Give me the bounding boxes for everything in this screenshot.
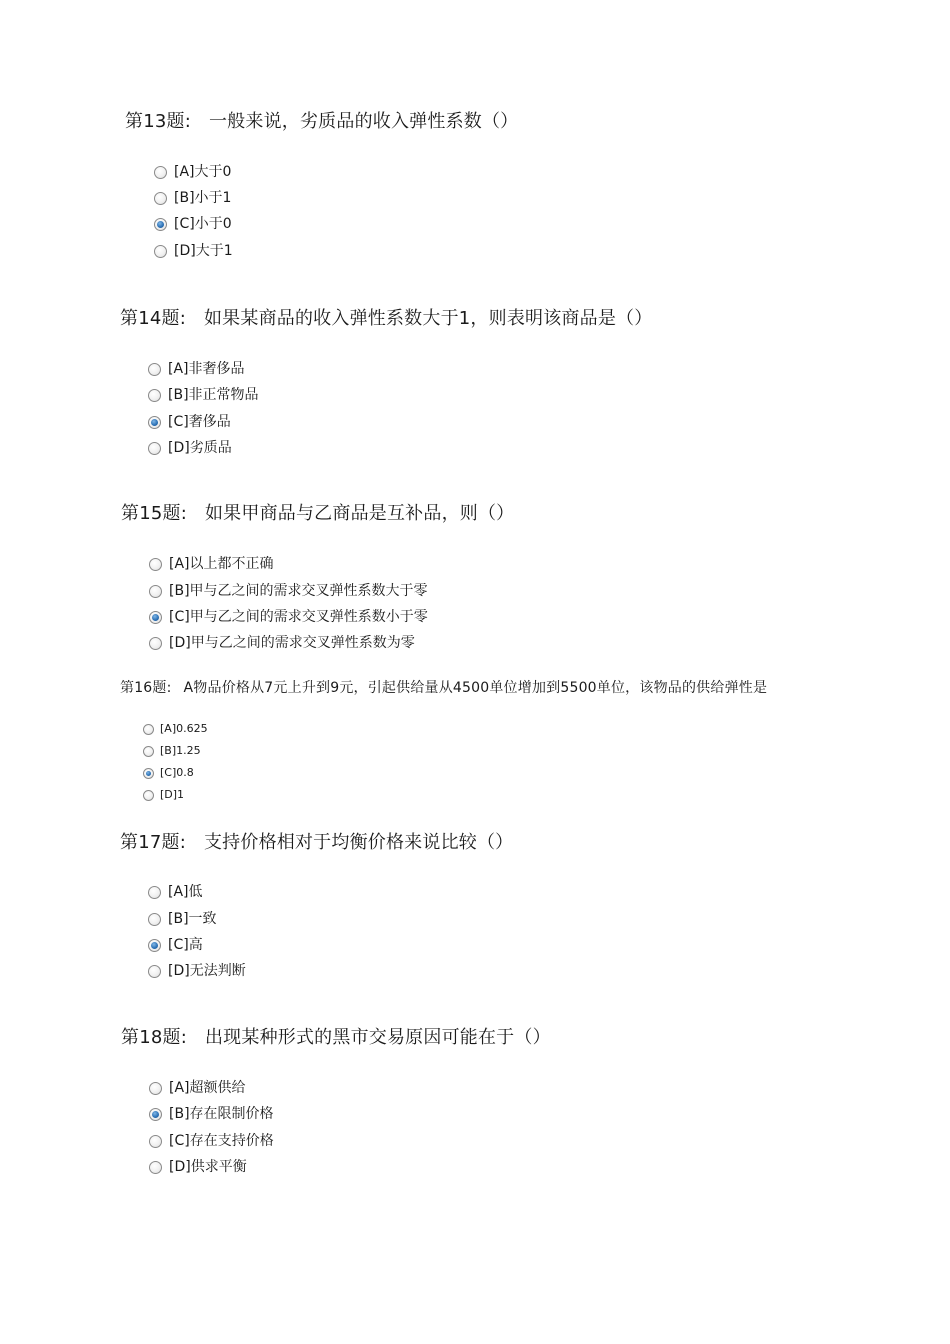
- question-title: [120, 831, 513, 855]
- option-label: [B]一致: [168, 911, 217, 927]
- radio-button[interactable]: [148, 363, 161, 376]
- radio-button-selected[interactable]: [148, 416, 161, 429]
- radio-button[interactable]: [154, 166, 167, 179]
- option-label: [B]小于1: [174, 190, 232, 206]
- radio-button[interactable]: [149, 1161, 162, 1174]
- option-label: [A]低: [168, 884, 203, 900]
- option-c[interactable]: [143, 765, 194, 781]
- radio-button[interactable]: [143, 790, 154, 801]
- question-title: [121, 1026, 551, 1050]
- option-a[interactable]: [149, 554, 274, 574]
- option-label: [C]0.8: [160, 766, 194, 779]
- option-b[interactable]: [154, 188, 231, 208]
- option-label: [C]甲与乙之间的需求交叉弹性系数小于零: [169, 609, 428, 625]
- question-title: [120, 307, 652, 331]
- radio-button[interactable]: [143, 746, 154, 757]
- option-b[interactable]: [148, 909, 217, 929]
- option-label: [D]无法判断: [168, 963, 246, 979]
- option-label: [A]以上都不正确: [169, 556, 274, 572]
- question-number: 第18题:: [121, 1027, 187, 1048]
- radio-button-selected[interactable]: [154, 218, 167, 231]
- option-a[interactable]: [154, 162, 231, 182]
- option-a[interactable]: [148, 882, 203, 902]
- question-title: [121, 502, 514, 526]
- option-b[interactable]: [149, 1104, 274, 1124]
- option-a[interactable]: [149, 1078, 246, 1098]
- option-label: [D]供求平衡: [169, 1159, 247, 1175]
- option-label: [D]1: [160, 788, 185, 801]
- option-label: [B]非正常物品: [168, 387, 259, 403]
- option-label: [C]奢侈品: [168, 414, 231, 430]
- radio-button[interactable]: [154, 245, 167, 258]
- option-d[interactable]: [154, 241, 233, 261]
- option-b[interactable]: [148, 385, 259, 405]
- option-b[interactable]: [143, 743, 201, 759]
- radio-button[interactable]: [149, 637, 162, 650]
- radio-button[interactable]: [149, 1135, 162, 1148]
- option-label: [C]高: [168, 937, 203, 953]
- option-a[interactable]: [143, 721, 208, 737]
- option-d[interactable]: [143, 787, 184, 803]
- option-label: [D]劣质品: [168, 440, 232, 456]
- option-label: [A]超额供给: [169, 1080, 246, 1096]
- question-number: 第15题:: [121, 503, 187, 524]
- option-c[interactable]: [149, 607, 428, 627]
- option-label: [D]甲与乙之间的需求交叉弹性系数为零: [169, 635, 415, 651]
- option-label: [C]小于0: [174, 216, 232, 232]
- option-label: [A]非奢侈品: [168, 361, 245, 377]
- option-c[interactable]: [148, 935, 203, 955]
- radio-button[interactable]: [149, 558, 162, 571]
- option-c[interactable]: [148, 412, 231, 432]
- option-label: [A]0.625: [160, 722, 208, 735]
- question-text: 出现某种形式的黑市交易原因可能在于（）: [204, 1027, 551, 1048]
- radio-button[interactable]: [148, 913, 161, 926]
- option-label: [B]存在限制价格: [169, 1106, 274, 1122]
- radio-button[interactable]: [149, 1082, 162, 1095]
- option-d[interactable]: [149, 1157, 247, 1177]
- option-d[interactable]: [148, 961, 246, 981]
- question-number: 第17题:: [120, 832, 186, 853]
- radio-button-selected[interactable]: [143, 768, 154, 779]
- question-title: [120, 678, 767, 698]
- question-title: [125, 110, 518, 134]
- question-number: 第13题:: [125, 111, 191, 132]
- radio-button[interactable]: [148, 442, 161, 455]
- radio-button[interactable]: [154, 192, 167, 205]
- question-text: 一般来说，劣质品的收入弹性系数（）: [208, 111, 519, 132]
- option-label: [D]大于1: [174, 243, 233, 259]
- radio-button-selected[interactable]: [149, 1108, 162, 1121]
- question-text: 支持价格相对于均衡价格来说比较（）: [203, 832, 514, 853]
- option-b[interactable]: [149, 581, 428, 601]
- radio-button[interactable]: [149, 585, 162, 598]
- radio-button-selected[interactable]: [149, 611, 162, 624]
- radio-button[interactable]: [148, 965, 161, 978]
- option-label: [A]大于0: [174, 164, 232, 180]
- question-text: 如果某商品的收入弹性系数大于1，则表明该商品是（）: [203, 308, 653, 329]
- question-text: 如果甲商品与乙商品是互补品，则（）: [204, 503, 515, 524]
- option-label: [B]甲与乙之间的需求交叉弹性系数大于零: [169, 583, 428, 599]
- option-d[interactable]: [148, 438, 232, 458]
- radio-button[interactable]: [143, 724, 154, 735]
- question-number: 第14题:: [120, 308, 186, 329]
- option-label: [C]存在支持价格: [169, 1133, 274, 1149]
- option-a[interactable]: [148, 359, 245, 379]
- option-c[interactable]: [149, 1131, 274, 1151]
- option-c[interactable]: [154, 214, 232, 234]
- option-label: [B]1.25: [160, 744, 201, 757]
- radio-button-selected[interactable]: [148, 939, 161, 952]
- question-text: A物品价格从7元上升到9元，引起供给量从4500单位增加到5500单位，该物品的供给弹性是: [183, 680, 768, 696]
- question-number: 第16题:: [120, 680, 172, 696]
- radio-button[interactable]: [148, 886, 161, 899]
- radio-button[interactable]: [148, 389, 161, 402]
- option-d[interactable]: [149, 633, 415, 653]
